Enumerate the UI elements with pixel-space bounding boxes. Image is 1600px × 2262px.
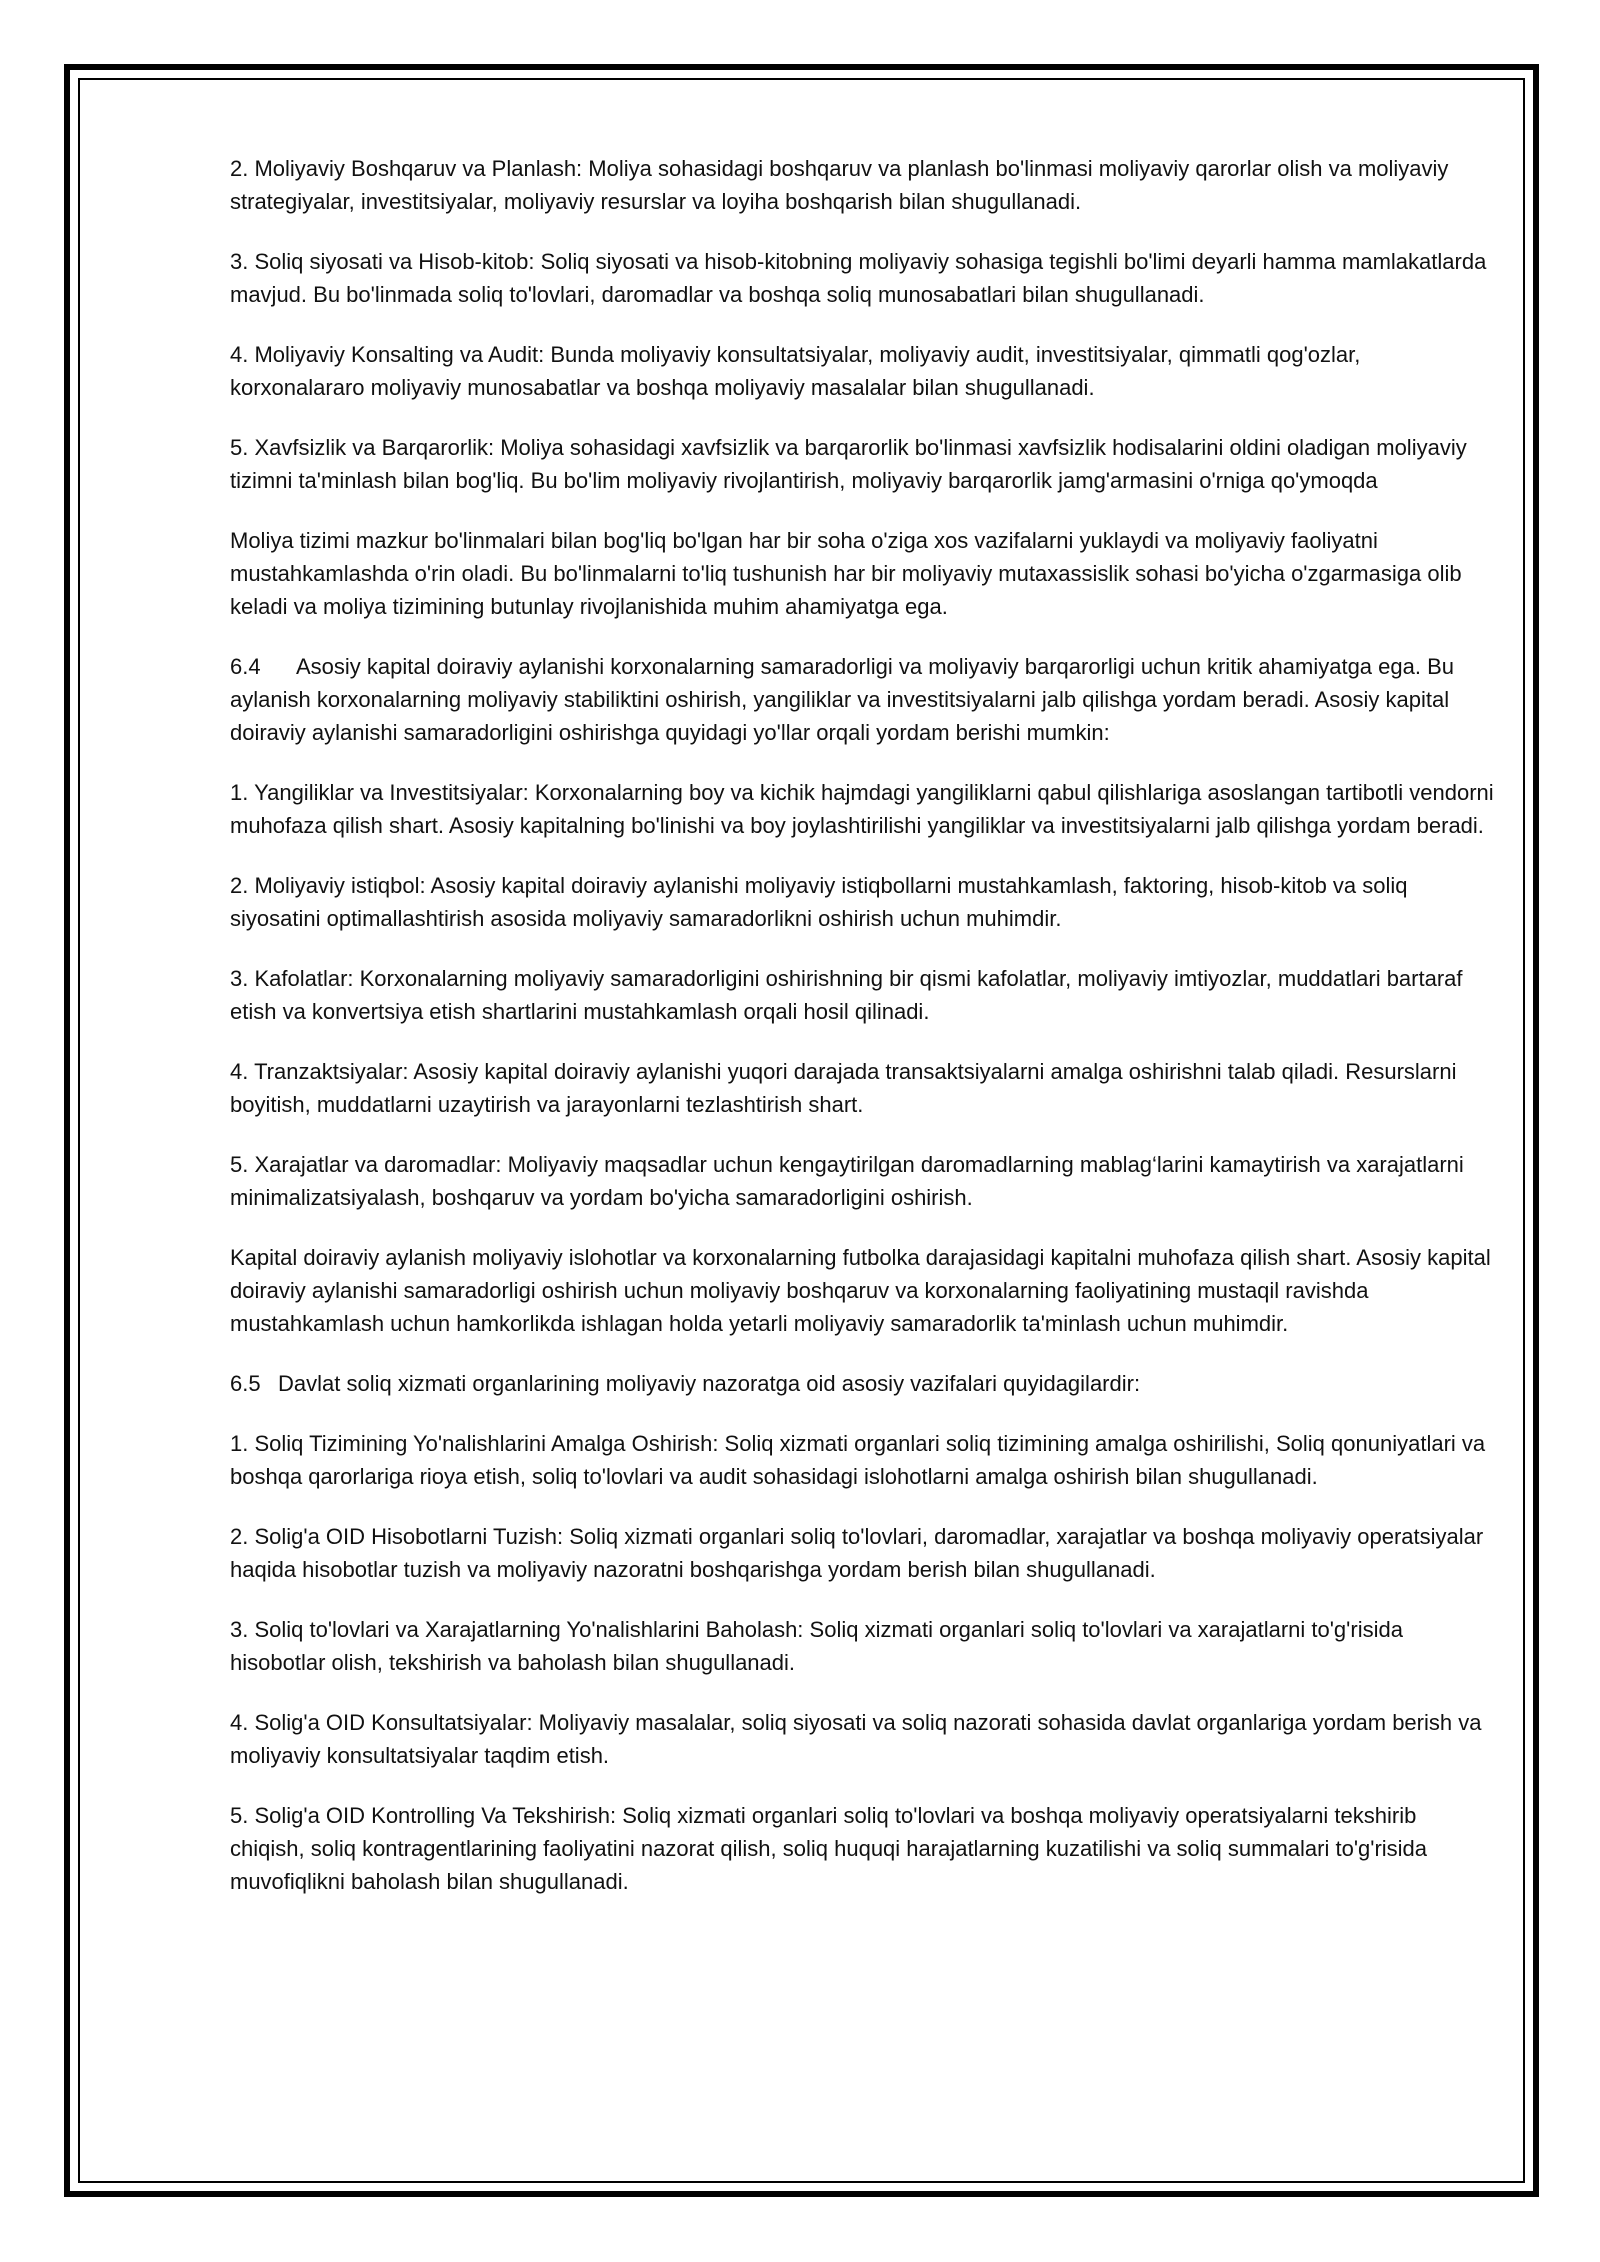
document-body [230, 152, 1495, 1925]
paragraph: 4. Tranzaktsiyalar: Asosiy kapital doiraviy aylanishi yuqori darajada transaktsiyalarni amalga oshirishni talab qiladi. Resurslarni boyitish, muddatlarni uzaytirish va jarayonlarni tezlashtirish shart. [230, 1059, 1457, 1117]
paragraph: 5. Xavfsizlik va Barqarorlik: Moliya sohasidagi xavfsizlik va barqarorlik bo'linmasi xavfsizlik hodisalarini oldini oladigan moliyaviy tizimni ta'minlash bilan bog'liq. Bu bo'lim moliyaviy rivojlantirish, moliyaviy barqarorlik jamg'armasini o'rniga qo'ymoqda [230, 435, 1467, 493]
paragraph: 4. Moliyaviy Konsalting va Audit: Bunda moliyaviy konsultatsiyalar, moliyaviy audit, investitsiyalar, qimmatli qog'ozlar, korxonalararo moliyaviy munosabatlar va boshqa moliyaviy masalalar bilan shugullanadi. [230, 342, 1361, 400]
section-6-5-intro [230, 1367, 1495, 1400]
section-number: 6.5 [230, 1371, 261, 1396]
paragraph: 2. Solig'a OID Hisobotlarni Tuzish: Soliq xizmati organlari soliq to'lovlari, daromadlar, xarajatlar va boshqa moliyaviy operatsiyalar haqida hisobotlar tuzish va moliyaviy nazoratni boshqarishga yordam berish bilan shugullanadi. [230, 1524, 1484, 1582]
section-text: Davlat soliq xizmati organlarining moliyaviy nazoratga oid asosiy vazifalari quyidagilardir: [278, 1371, 1141, 1396]
paragraph: 2. Moliyaviy istiqbol: Asosiy kapital doiraviy aylanishi moliyaviy istiqbollarni mustahkamlash, faktoring, hisob-kitob va soliq siyosatini optimallashtirish asosida moliyaviy samaradorlikni oshirish uchun muhimdir. [230, 873, 1408, 931]
paragraph: 4. Solig'a OID Konsultatsiyalar: Moliyaviy masalalar, soliq siyosati va soliq nazorati sohasida davlat organlariga yordam berish va moliyaviy konsultatsiyalar taqdim etish. [230, 1710, 1482, 1768]
section-number: 6.4 [230, 654, 261, 679]
paragraph: 3. Kafolatlar: Korxonalarning moliyaviy samaradorligini oshirishning bir qismi kafolatlar, moliyaviy imtiyozlar, muddatlari bartaraf etish va konvertsiya etish shartlarini mustahkamlash orqali hosil qilinadi. [230, 966, 1463, 1024]
paragraph: Moliya tizimi mazkur bo'linmalari bilan bog'liq bo'lgan har bir soha o'ziga xos vazifalarni yuklaydi va moliyaviy faoliyatni mustahkamlashda o'rin oladi. Bu bo'linmalarni to'liq tushunish har bir moliyaviy mutaxassislik sohasi bo'yicha o'zgarmasiga olib keladi va moliya tizimining butunlay rivojlanishida muhim ahamiyatga ega. [230, 528, 1462, 619]
paragraph: 2. Moliyaviy Boshqaruv va Planlash: Moliya sohasidagi boshqaruv va planlash bo'linmasi moliyaviy qarorlar olish va moliyaviy strategiyalar, investitsiyalar, moliyaviy resurslar va loyiha boshqarish bilan shugullanadi. [230, 156, 1449, 214]
paragraph: 3. Soliq to'lovlari va Xarajatlarning Yo'nalishlarini Baholash: Soliq xizmati organlari soliq to'lovlari va xarajatlarni to'g'risida hisobotlar olish, tekshirish va baholash bilan shugullanadi. [230, 1617, 1403, 1675]
section-text: Asosiy kapital doiraviy aylanishi korxonalarning samaradorligi va moliyaviy barqarorligi uchun kritik ahamiyatga ega. Bu aylanish korxonalarning moliyaviy stabiliktini oshirish, yangiliklar va investitsiyalarni jalb qilishga yordam beradi. Asosiy kapital doiraviy aylanishi samaradorligini oshirishga quyidagi yo'llar orqali yordam berishi mumkin: [230, 654, 1454, 745]
paragraph: Kapital doiraviy aylanish moliyaviy islohotlar va korxonalarning futbolka darajasidagi kapitalni muhofaza qilish shart. Asosiy kapital doiraviy aylanishi samaradorligi oshirish uchun moliyaviy boshqaruv va korxonalarning faoliyatining mustaqil ravishda mustahkamlash uchun hamkorlikda ishlagan holda yetarli moliyaviy samaradorlik ta'minlash uchun muhimdir. [230, 1245, 1491, 1336]
paragraph: 5. Xarajatlar va daromadlar: Moliyaviy maqsadlar uchun kengaytirilgan daromadlarning mablag‘larini kamaytirish va xarajatlarni minimalizatsiyalash, boshqaruv va yordam bo'yicha samaradorligini oshirish. [230, 1152, 1464, 1210]
paragraph: 3. Soliq siyosati va Hisob-kitob: Soliq siyosati va hisob-kitobning moliyaviy sohasiga tegishli bo'limi deyarli hamma mamlakatlarda mavjud. Bu bo'linmada soliq to'lovlari, daromadlar va boshqa soliq munosabatlari bilan shugullanadi. [230, 249, 1487, 307]
paragraph: 1. Soliq Tizimining Yo'nalishlarini Amalga Oshirish: Soliq xizmati organlari soliq tizimining amalga oshirilishi, Soliq qonuniyatlari va boshqa qarorlariga rioya etish, soliq to'lovlari va audit sohasidagi islohotlarni amalga oshirish bilan shugullanadi. [230, 1431, 1486, 1489]
section-6-4-intro [230, 650, 1495, 749]
paragraph: 1. Yangiliklar va Investitsiyalar: Korxonalarning boy va kichik hajmdagi yangiliklarni qabul qilishlariga asoslangan tartibotli vendorni muhofaza qilish shart. Asosiy kapitalning bo'linishi va boy joylashtirilishi yangiliklar va investitsiyalarni jalb qilishga yordam beradi. [230, 780, 1494, 838]
paragraph: 5. Solig'a OID Kontrolling Va Tekshirish: Soliq xizmati organlari soliq to'lovlari va boshqa moliyaviy operatsiyalarni tekshirib chiqish, soliq kontragentlarining faoliyatini nazorat qilish, soliq huquqi harajatlarning kuzatilishi va soliq summalari to'g'risida muvofiqlikni baholash bilan shugullanadi. [230, 1803, 1428, 1894]
